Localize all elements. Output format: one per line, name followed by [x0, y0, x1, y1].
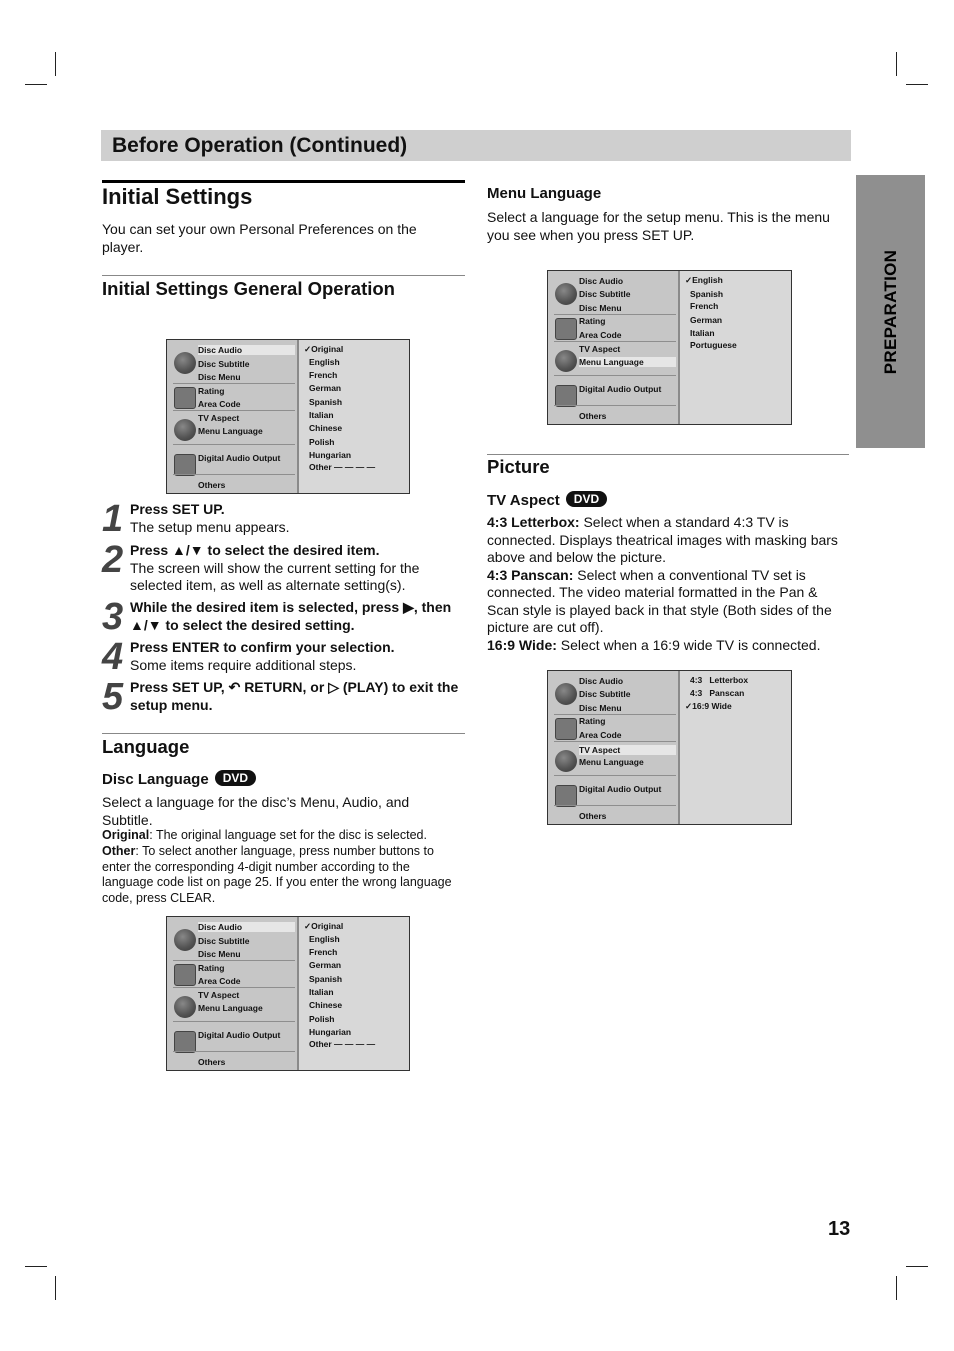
menu-item-others: Others: [579, 811, 607, 821]
disc-language-text: Select a language for the disc’s Menu, Audio, and Subtitle.: [102, 794, 410, 828]
original-label: Original: [102, 828, 150, 842]
side-tab-label: PREPARATION: [880, 249, 900, 374]
preparation-side-tab: [856, 175, 925, 448]
step-3: [130, 599, 468, 634]
step-number: 1: [102, 498, 122, 540]
original-text: : The original language set for the disc is selected.: [149, 828, 427, 842]
menu-item-digital-audio-output: Digital Audio Output: [579, 784, 662, 794]
initial-settings-intro: You can set your own Personal Preferences on the player.: [102, 221, 417, 255]
menu-separator: [173, 1021, 295, 1022]
menu-option: Hungarian: [309, 1027, 352, 1037]
menu-item-others: Others: [579, 411, 607, 421]
wide-text: Select when a 16:9 wide TV is connected.: [556, 636, 821, 653]
menu-separator: [173, 444, 295, 445]
section-rule: [102, 180, 465, 183]
menu-item-disc-menu: Disc Menu: [579, 303, 622, 313]
menu-option: Polish: [309, 437, 335, 447]
menu-separator: [554, 405, 676, 406]
section-rule: [487, 454, 849, 455]
menu-item-digital-audio-output: Digital Audio Output: [579, 384, 662, 394]
menu-item-area-code: Area Code: [198, 399, 241, 409]
panscan-label: 4:3 Panscan:: [487, 566, 574, 583]
menu-item-tv-aspect: TV Aspect: [579, 745, 676, 755]
menu-option: French: [690, 301, 719, 311]
letterbox-text: Select when a standard 4:3 TV is connected. Displays theatrical images with masking bars above and below the picture.: [487, 514, 838, 565]
disc-language-original: [102, 828, 454, 844]
menu-option: French: [309, 370, 338, 380]
menu-item-disc-audio: Disc Audio: [198, 345, 295, 355]
dvd-badge: DVD: [215, 770, 256, 786]
lock-icon: [555, 718, 577, 740]
picture-title: Picture: [487, 456, 550, 477]
menu-option: Italian: [309, 987, 334, 997]
menu-item-rating: Rating: [198, 386, 225, 396]
menu-separator: [173, 474, 295, 475]
general-operation-title: Initial Settings General Operation: [102, 278, 395, 299]
menu-item-tv-aspect: TV Aspect: [579, 344, 621, 354]
crop-mark: [25, 84, 47, 85]
menu-separator: [554, 314, 676, 315]
crop-mark: [906, 84, 928, 85]
other-text: : To select another language, press number buttons to enter the corresponding 4-digit number according to the language code list on page 25. If you enter the wrong language code, press CLEAR.: [102, 844, 452, 905]
lock-icon: [174, 387, 196, 409]
initial-settings-title: Initial Settings: [102, 184, 253, 209]
menu-separator: [554, 775, 676, 776]
menu-option: Polish: [309, 1014, 335, 1024]
menu-item-list: [548, 271, 678, 424]
menu-option: Spanish: [309, 974, 343, 984]
menu-item-disc-subtitle: Disc Subtitle: [579, 689, 631, 699]
step-title: Press SET UP, ↶ RETURN, or ▷ (PLAY) to exit the setup menu.: [130, 679, 459, 713]
digital-audio-icon: [555, 785, 577, 807]
wide-desc: [487, 637, 849, 655]
menu-language-title: Menu Language: [487, 185, 602, 202]
menu-option: Other — — — —: [309, 1039, 376, 1049]
menu-separator: [554, 741, 676, 742]
other-label: Other: [102, 844, 136, 858]
tv-aspect-heading: [487, 491, 607, 509]
menu-option: ✓Original: [304, 344, 344, 354]
menu-item-menu-language: Menu Language: [198, 1003, 263, 1013]
crop-mark: [25, 1266, 47, 1267]
tv-aspect-title: TV Aspect: [487, 492, 560, 509]
menu-item-tv-aspect: TV Aspect: [198, 413, 240, 423]
crop-mark: [906, 1266, 928, 1267]
menu-option: Spanish: [309, 397, 343, 407]
menu-language-text: Select a language for the setup menu. This is the menu you see when you press SET UP.: [487, 209, 830, 243]
menu-option-list: [297, 340, 409, 493]
setup-menu-screen: [547, 270, 792, 425]
page-title: Before Operation (Continued): [112, 134, 408, 157]
menu-item-list: [167, 917, 297, 1070]
menu-option: Portuguese: [690, 340, 737, 350]
disc-audio-icon: [174, 929, 196, 951]
menu-separator: [173, 987, 295, 988]
menu-separator: [173, 960, 295, 961]
digital-audio-icon: [174, 1031, 196, 1053]
lock-icon: [555, 318, 577, 340]
step-title: Press ENTER to confirm your selection.: [130, 639, 395, 655]
step-5: [130, 679, 468, 714]
panscan-desc: [487, 567, 849, 637]
menu-item-menu-language: Menu Language: [579, 757, 644, 767]
tv-aspect-description: [487, 514, 849, 654]
menu-option: German: [690, 315, 723, 325]
menu-separator: [173, 410, 295, 411]
panscan-text: Select when a conventional TV set is connected. The video material formatted in the Pan & Scan style is played back in that style (Both sides of the picture are cut off).: [487, 566, 832, 635]
disc-audio-icon: [555, 283, 577, 305]
step-number: 3: [102, 596, 122, 638]
step-text: Some items require additional steps.: [130, 656, 357, 673]
menu-item-menu-language: Menu Language: [198, 426, 263, 436]
menu-option-list: [678, 271, 791, 424]
menu-item-list: [167, 340, 297, 493]
menu-option: Chinese: [309, 1000, 343, 1010]
menu-item-area-code: Area Code: [579, 330, 622, 340]
section-banner: [101, 130, 851, 161]
menu-item-disc-subtitle: Disc Subtitle: [198, 359, 250, 369]
disc-audio-icon: [174, 352, 196, 374]
menu-item-tv-aspect: TV Aspect: [198, 990, 240, 1000]
dvd-badge: DVD: [566, 491, 607, 507]
menu-option: German: [309, 960, 342, 970]
step-1: [130, 501, 465, 536]
menu-separator: [554, 375, 676, 376]
lock-icon: [174, 964, 196, 986]
menu-option-list: [678, 671, 791, 824]
step-title: While the desired item is selected, press ▶, then ▲/▼ to select the desired setting.: [130, 599, 452, 633]
menu-item-disc-menu: Disc Menu: [198, 372, 241, 382]
menu-option: ✓16:9 Wide: [685, 701, 732, 711]
wide-label: 16:9 Wide:: [487, 636, 557, 653]
menu-item-disc-subtitle: Disc Subtitle: [579, 289, 631, 299]
menu-option: Italian: [309, 410, 334, 420]
menu-option: English: [309, 357, 340, 367]
menu-item-disc-audio: Disc Audio: [579, 276, 624, 286]
menu-item-rating: Rating: [579, 716, 606, 726]
disc-language-heading: [102, 770, 256, 788]
menu-item-digital-audio-output: Digital Audio Output: [198, 1030, 281, 1040]
step-4: [130, 639, 465, 674]
section-rule: [102, 275, 465, 276]
menu-option: Hungarian: [309, 450, 352, 460]
digital-audio-icon: [174, 454, 196, 476]
menu-item-disc-audio: Disc Audio: [198, 922, 295, 932]
menu-item-others: Others: [198, 480, 226, 490]
step-number: 5: [102, 676, 122, 718]
step-number: 4: [102, 636, 122, 678]
menu-separator: [554, 714, 676, 715]
letterbox-desc: [487, 514, 849, 567]
menu-option: Other — — — —: [309, 462, 376, 472]
tv-icon: [555, 350, 577, 372]
menu-item-area-code: Area Code: [579, 730, 622, 740]
digital-audio-icon: [555, 385, 577, 407]
crop-mark: [896, 1276, 897, 1300]
menu-separator: [173, 383, 295, 384]
letterbox-label: 4:3 Letterbox:: [487, 514, 580, 530]
menu-option: ✓Original: [304, 921, 344, 931]
disc-language-other: [102, 844, 454, 906]
crop-mark: [55, 1276, 56, 1300]
menu-item-disc-subtitle: Disc Subtitle: [198, 936, 250, 946]
menu-item-rating: Rating: [198, 963, 225, 973]
menu-separator: [554, 805, 676, 806]
section-rule: [102, 733, 465, 734]
menu-item-disc-audio: Disc Audio: [579, 676, 624, 686]
menu-option-list: [297, 917, 409, 1070]
step-text: The screen will show the current setting for the selected item, as well as alternate setting(s).: [130, 559, 420, 593]
menu-item-list: [548, 671, 678, 824]
menu-item-digital-audio-output: Digital Audio Output: [198, 453, 281, 463]
menu-item-menu-language: Menu Language: [579, 357, 676, 367]
menu-option: German: [309, 383, 342, 393]
disc-language-title: Disc Language: [102, 771, 209, 788]
crop-mark: [896, 52, 897, 76]
menu-option: 4:3 Panscan: [690, 688, 745, 698]
menu-item-disc-menu: Disc Menu: [579, 703, 622, 713]
menu-item-others: Others: [198, 1057, 226, 1067]
setup-menu-screen: [166, 339, 410, 494]
tv-icon: [174, 996, 196, 1018]
tv-icon: [174, 419, 196, 441]
menu-separator: [173, 1051, 295, 1052]
disc-audio-icon: [555, 683, 577, 705]
setup-menu-screen: [166, 916, 410, 1071]
menu-option: Chinese: [309, 423, 343, 433]
menu-option: Italian: [690, 328, 715, 338]
menu-option: French: [309, 947, 338, 957]
menu-option: Spanish: [690, 289, 724, 299]
tv-icon: [555, 750, 577, 772]
menu-item-disc-menu: Disc Menu: [198, 949, 241, 959]
crop-mark: [55, 52, 56, 76]
menu-item-rating: Rating: [579, 316, 606, 326]
step-title: Press ▲/▼ to select the desired item.: [130, 542, 380, 558]
menu-item-area-code: Area Code: [198, 976, 241, 986]
menu-separator: [554, 341, 676, 342]
step-title: Press SET UP.: [130, 501, 225, 517]
setup-menu-screen: [547, 670, 792, 825]
step-number: 2: [102, 539, 122, 581]
language-title: Language: [102, 736, 190, 757]
menu-option: 4:3 Letterbox: [690, 675, 749, 685]
step-2: [130, 542, 465, 595]
menu-option: ✓English: [685, 275, 723, 285]
menu-option: English: [309, 934, 340, 944]
page-number: 13: [828, 1218, 851, 1240]
step-text: The setup menu appears.: [130, 518, 290, 535]
